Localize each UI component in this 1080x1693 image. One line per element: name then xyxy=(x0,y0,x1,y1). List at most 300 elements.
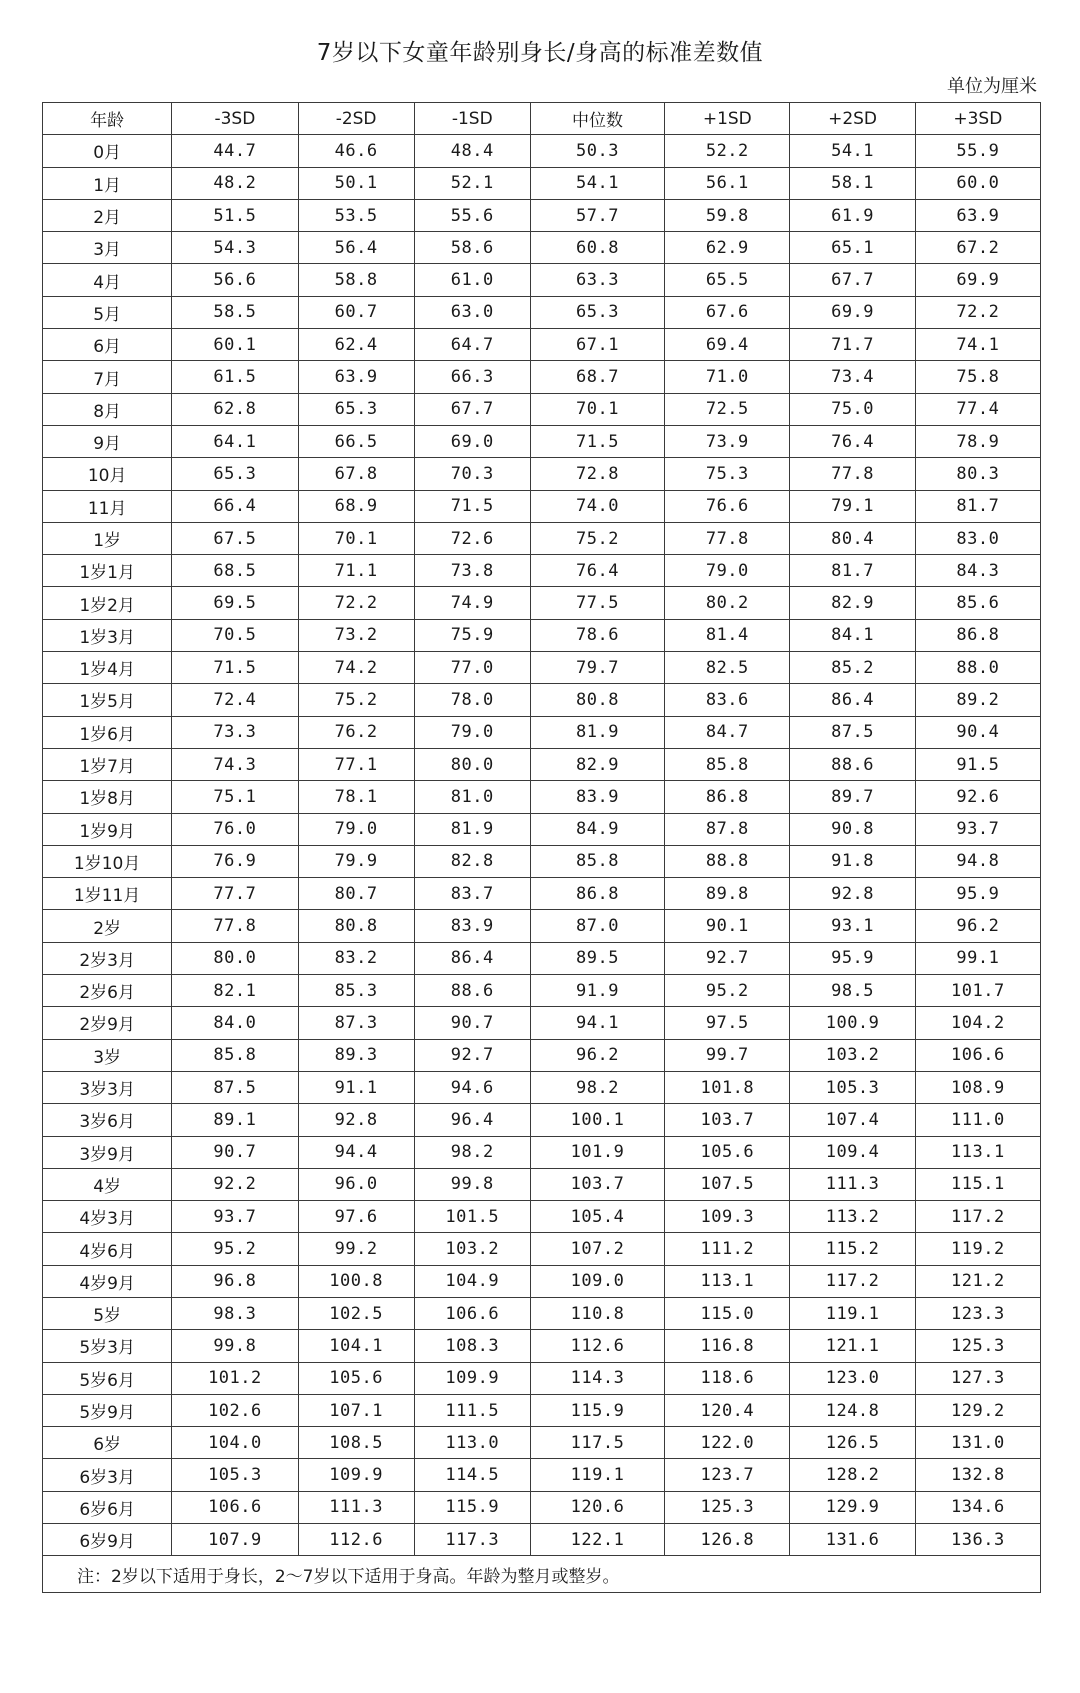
age-cell: 1岁2月 xyxy=(43,587,172,619)
value-cell: 73.3 xyxy=(172,716,298,748)
table-row xyxy=(43,587,1041,619)
value-cell: 102.5 xyxy=(298,1297,414,1329)
value-cell: 83.6 xyxy=(665,684,790,716)
value-cell: 65.5 xyxy=(665,264,790,296)
table-row xyxy=(43,393,1041,425)
value-cell: 96.2 xyxy=(915,910,1040,942)
value-cell: 76.6 xyxy=(665,490,790,522)
value-cell: 86.8 xyxy=(530,878,664,910)
age-cell: 1月 xyxy=(43,167,172,199)
age-cell: 3岁 xyxy=(43,1039,172,1071)
age-cell: 2岁3月 xyxy=(43,942,172,974)
value-cell: 76.0 xyxy=(172,813,298,845)
value-cell: 123.0 xyxy=(790,1362,915,1394)
age-cell: 4月 xyxy=(43,264,172,296)
value-cell: 86.8 xyxy=(915,619,1040,651)
value-cell: 65.1 xyxy=(790,232,915,264)
value-cell: 72.6 xyxy=(414,522,530,554)
age-cell: 9月 xyxy=(43,425,172,457)
value-cell: 68.7 xyxy=(530,361,664,393)
value-cell: 74.3 xyxy=(172,748,298,780)
value-cell: 90.7 xyxy=(414,1007,530,1039)
value-cell: 104.0 xyxy=(172,1427,298,1459)
value-cell: 78.0 xyxy=(414,684,530,716)
value-cell: 54.1 xyxy=(530,167,664,199)
value-cell: 110.8 xyxy=(530,1297,664,1329)
table-body xyxy=(43,135,1041,1593)
value-cell: 79.7 xyxy=(530,652,664,684)
value-cell: 85.6 xyxy=(915,587,1040,619)
value-cell: 101.7 xyxy=(915,975,1040,1007)
value-cell: 71.5 xyxy=(172,652,298,684)
value-cell: 122.1 xyxy=(530,1524,664,1556)
value-cell: 100.8 xyxy=(298,1265,414,1297)
value-cell: 134.6 xyxy=(915,1491,1040,1523)
value-cell: 96.8 xyxy=(172,1265,298,1297)
value-cell: 83.9 xyxy=(414,910,530,942)
value-cell: 84.9 xyxy=(530,813,664,845)
column-header: +2SD xyxy=(790,103,915,135)
value-cell: 111.3 xyxy=(298,1491,414,1523)
age-cell: 4岁9月 xyxy=(43,1265,172,1297)
value-cell: 72.4 xyxy=(172,684,298,716)
table-row xyxy=(43,1362,1041,1394)
value-cell: 79.0 xyxy=(414,716,530,748)
value-cell: 70.1 xyxy=(530,393,664,425)
table-row xyxy=(43,910,1041,942)
value-cell: 111.2 xyxy=(665,1233,790,1265)
value-cell: 52.2 xyxy=(665,135,790,167)
value-cell: 117.5 xyxy=(530,1427,664,1459)
value-cell: 122.0 xyxy=(665,1427,790,1459)
value-cell: 68.9 xyxy=(298,490,414,522)
age-cell: 11月 xyxy=(43,490,172,522)
age-cell: 5岁3月 xyxy=(43,1330,172,1362)
value-cell: 88.6 xyxy=(414,975,530,1007)
value-cell: 121.2 xyxy=(915,1265,1040,1297)
value-cell: 89.3 xyxy=(298,1039,414,1071)
table-header-row xyxy=(43,103,1041,135)
value-cell: 89.7 xyxy=(790,781,915,813)
value-cell: 85.8 xyxy=(530,845,664,877)
value-cell: 65.3 xyxy=(298,393,414,425)
value-cell: 61.0 xyxy=(414,264,530,296)
value-cell: 103.7 xyxy=(665,1104,790,1136)
age-cell: 6岁3月 xyxy=(43,1459,172,1491)
value-cell: 82.9 xyxy=(530,748,664,780)
column-header: -1SD xyxy=(414,103,530,135)
value-cell: 105.4 xyxy=(530,1201,664,1233)
value-cell: 83.9 xyxy=(530,781,664,813)
value-cell: 76.4 xyxy=(790,425,915,457)
unit-label: 单位为厘米 xyxy=(947,76,1037,97)
value-cell: 94.4 xyxy=(298,1136,414,1168)
value-cell: 80.8 xyxy=(298,910,414,942)
value-cell: 55.6 xyxy=(414,199,530,231)
table-row xyxy=(43,1071,1041,1103)
value-cell: 104.1 xyxy=(298,1330,414,1362)
value-cell: 81.7 xyxy=(915,490,1040,522)
value-cell: 93.7 xyxy=(915,813,1040,845)
age-cell: 3岁6月 xyxy=(43,1104,172,1136)
age-cell: 2岁 xyxy=(43,910,172,942)
value-cell: 79.1 xyxy=(790,490,915,522)
value-cell: 66.4 xyxy=(172,490,298,522)
value-cell: 63.9 xyxy=(298,361,414,393)
value-cell: 131.0 xyxy=(915,1427,1040,1459)
value-cell: 67.6 xyxy=(665,296,790,328)
value-cell: 102.6 xyxy=(172,1394,298,1426)
value-cell: 92.7 xyxy=(414,1039,530,1071)
value-cell: 95.9 xyxy=(915,878,1040,910)
age-cell: 5岁9月 xyxy=(43,1394,172,1426)
value-cell: 89.2 xyxy=(915,684,1040,716)
value-cell: 91.9 xyxy=(530,975,664,1007)
value-cell: 95.2 xyxy=(172,1233,298,1265)
table-row xyxy=(43,296,1041,328)
table-row xyxy=(43,1459,1041,1491)
value-cell: 121.1 xyxy=(790,1330,915,1362)
value-cell: 85.3 xyxy=(298,975,414,1007)
value-cell: 126.8 xyxy=(665,1524,790,1556)
value-cell: 105.3 xyxy=(172,1459,298,1491)
value-cell: 80.7 xyxy=(298,878,414,910)
value-cell: 73.8 xyxy=(414,555,530,587)
value-cell: 80.3 xyxy=(915,458,1040,490)
value-cell: 86.4 xyxy=(414,942,530,974)
value-cell: 76.4 xyxy=(530,555,664,587)
table-row xyxy=(43,942,1041,974)
value-cell: 116.8 xyxy=(665,1330,790,1362)
value-cell: 101.2 xyxy=(172,1362,298,1394)
value-cell: 69.9 xyxy=(790,296,915,328)
value-cell: 61.5 xyxy=(172,361,298,393)
age-cell: 5岁6月 xyxy=(43,1362,172,1394)
column-header: -2SD xyxy=(298,103,414,135)
value-cell: 60.7 xyxy=(298,296,414,328)
value-cell: 95.2 xyxy=(665,975,790,1007)
age-cell: 1岁10月 xyxy=(43,845,172,877)
value-cell: 76.2 xyxy=(298,716,414,748)
value-cell: 67.8 xyxy=(298,458,414,490)
value-cell: 111.0 xyxy=(915,1104,1040,1136)
value-cell: 65.3 xyxy=(530,296,664,328)
table-row xyxy=(43,1136,1041,1168)
value-cell: 44.7 xyxy=(172,135,298,167)
value-cell: 60.0 xyxy=(915,167,1040,199)
age-cell: 1岁5月 xyxy=(43,684,172,716)
value-cell: 87.3 xyxy=(298,1007,414,1039)
value-cell: 99.8 xyxy=(414,1168,530,1200)
value-cell: 58.1 xyxy=(790,167,915,199)
note-text: 注：2岁以下适用于身长，2～7岁以下适用于身高。年龄为整月或整岁。 xyxy=(43,1556,1041,1593)
value-cell: 91.5 xyxy=(915,748,1040,780)
value-cell: 83.2 xyxy=(298,942,414,974)
age-cell: 0月 xyxy=(43,135,172,167)
value-cell: 77.0 xyxy=(414,652,530,684)
value-cell: 71.5 xyxy=(414,490,530,522)
value-cell: 113.1 xyxy=(665,1265,790,1297)
value-cell: 74.9 xyxy=(414,587,530,619)
value-cell: 117.3 xyxy=(414,1524,530,1556)
value-cell: 73.2 xyxy=(298,619,414,651)
value-cell: 80.4 xyxy=(790,522,915,554)
table-row xyxy=(43,845,1041,877)
value-cell: 89.1 xyxy=(172,1104,298,1136)
age-cell: 6岁 xyxy=(43,1427,172,1459)
table-row xyxy=(43,1039,1041,1071)
value-cell: 83.7 xyxy=(414,878,530,910)
age-cell: 1岁 xyxy=(43,522,172,554)
value-cell: 77.5 xyxy=(530,587,664,619)
value-cell: 108.5 xyxy=(298,1427,414,1459)
value-cell: 80.0 xyxy=(414,748,530,780)
value-cell: 99.7 xyxy=(665,1039,790,1071)
value-cell: 99.2 xyxy=(298,1233,414,1265)
value-cell: 77.1 xyxy=(298,748,414,780)
value-cell: 115.9 xyxy=(414,1491,530,1523)
table-row xyxy=(43,232,1041,264)
value-cell: 69.5 xyxy=(172,587,298,619)
table-row xyxy=(43,425,1041,457)
value-cell: 98.2 xyxy=(414,1136,530,1168)
value-cell: 129.9 xyxy=(790,1491,915,1523)
table-row xyxy=(43,490,1041,522)
value-cell: 81.9 xyxy=(414,813,530,845)
table-row xyxy=(43,716,1041,748)
value-cell: 90.7 xyxy=(172,1136,298,1168)
value-cell: 81.4 xyxy=(665,619,790,651)
value-cell: 71.5 xyxy=(530,425,664,457)
table-row xyxy=(43,878,1041,910)
value-cell: 107.2 xyxy=(530,1233,664,1265)
value-cell: 63.9 xyxy=(915,199,1040,231)
value-cell: 84.1 xyxy=(790,619,915,651)
value-cell: 115.0 xyxy=(665,1297,790,1329)
table-row xyxy=(43,781,1041,813)
value-cell: 103.2 xyxy=(790,1039,915,1071)
value-cell: 127.3 xyxy=(915,1362,1040,1394)
value-cell: 66.3 xyxy=(414,361,530,393)
value-cell: 92.8 xyxy=(298,1104,414,1136)
value-cell: 87.0 xyxy=(530,910,664,942)
value-cell: 58.6 xyxy=(414,232,530,264)
value-cell: 82.1 xyxy=(172,975,298,1007)
value-cell: 71.0 xyxy=(665,361,790,393)
age-cell: 2岁6月 xyxy=(43,975,172,1007)
value-cell: 90.8 xyxy=(790,813,915,845)
value-cell: 88.8 xyxy=(665,845,790,877)
value-cell: 81.7 xyxy=(790,555,915,587)
age-cell: 3月 xyxy=(43,232,172,264)
value-cell: 115.9 xyxy=(530,1394,664,1426)
column-header: +3SD xyxy=(915,103,1040,135)
table-row xyxy=(43,135,1041,167)
value-cell: 82.9 xyxy=(790,587,915,619)
age-cell: 1岁4月 xyxy=(43,652,172,684)
value-cell: 120.4 xyxy=(665,1394,790,1426)
value-cell: 70.3 xyxy=(414,458,530,490)
table-row xyxy=(43,1330,1041,1362)
value-cell: 115.2 xyxy=(790,1233,915,1265)
value-cell: 77.8 xyxy=(665,522,790,554)
value-cell: 93.1 xyxy=(790,910,915,942)
value-cell: 108.9 xyxy=(915,1071,1040,1103)
value-cell: 72.2 xyxy=(915,296,1040,328)
value-cell: 67.1 xyxy=(530,329,664,361)
value-cell: 89.5 xyxy=(530,942,664,974)
value-cell: 92.2 xyxy=(172,1168,298,1200)
value-cell: 67.5 xyxy=(172,522,298,554)
value-cell: 92.6 xyxy=(915,781,1040,813)
value-cell: 112.6 xyxy=(298,1524,414,1556)
age-cell: 1岁7月 xyxy=(43,748,172,780)
age-cell: 3岁9月 xyxy=(43,1136,172,1168)
age-cell: 8月 xyxy=(43,393,172,425)
value-cell: 109.0 xyxy=(530,1265,664,1297)
value-cell: 88.6 xyxy=(790,748,915,780)
value-cell: 125.3 xyxy=(665,1491,790,1523)
value-cell: 77.8 xyxy=(790,458,915,490)
table-row xyxy=(43,1007,1041,1039)
value-cell: 97.5 xyxy=(665,1007,790,1039)
value-cell: 132.8 xyxy=(915,1459,1040,1491)
value-cell: 97.6 xyxy=(298,1201,414,1233)
value-cell: 111.3 xyxy=(790,1168,915,1200)
value-cell: 70.5 xyxy=(172,619,298,651)
value-cell: 84.3 xyxy=(915,555,1040,587)
value-cell: 48.4 xyxy=(414,135,530,167)
value-cell: 91.1 xyxy=(298,1071,414,1103)
value-cell: 100.1 xyxy=(530,1104,664,1136)
age-cell: 1岁6月 xyxy=(43,716,172,748)
column-header: 年龄 xyxy=(43,103,172,135)
value-cell: 108.3 xyxy=(414,1330,530,1362)
age-cell: 4岁3月 xyxy=(43,1201,172,1233)
value-cell: 107.9 xyxy=(172,1524,298,1556)
value-cell: 78.1 xyxy=(298,781,414,813)
table-row xyxy=(43,329,1041,361)
table-row xyxy=(43,684,1041,716)
value-cell: 65.3 xyxy=(172,458,298,490)
age-cell: 6岁9月 xyxy=(43,1524,172,1556)
value-cell: 111.5 xyxy=(414,1394,530,1426)
value-cell: 72.2 xyxy=(298,587,414,619)
value-cell: 86.4 xyxy=(790,684,915,716)
value-cell: 109.3 xyxy=(665,1201,790,1233)
value-cell: 53.5 xyxy=(298,199,414,231)
value-cell: 106.6 xyxy=(414,1297,530,1329)
value-cell: 126.5 xyxy=(790,1427,915,1459)
age-cell: 1岁3月 xyxy=(43,619,172,651)
value-cell: 77.4 xyxy=(915,393,1040,425)
value-cell: 100.9 xyxy=(790,1007,915,1039)
value-cell: 56.6 xyxy=(172,264,298,296)
value-cell: 85.2 xyxy=(790,652,915,684)
table-row xyxy=(43,264,1041,296)
age-cell: 5月 xyxy=(43,296,172,328)
value-cell: 81.9 xyxy=(530,716,664,748)
value-cell: 99.8 xyxy=(172,1330,298,1362)
value-cell: 79.0 xyxy=(298,813,414,845)
value-cell: 50.3 xyxy=(530,135,664,167)
value-cell: 69.4 xyxy=(665,329,790,361)
value-cell: 86.8 xyxy=(665,781,790,813)
value-cell: 67.7 xyxy=(414,393,530,425)
value-cell: 131.6 xyxy=(790,1524,915,1556)
table-row xyxy=(43,199,1041,231)
value-cell: 103.2 xyxy=(414,1233,530,1265)
value-cell: 104.2 xyxy=(915,1007,1040,1039)
value-cell: 77.8 xyxy=(172,910,298,942)
table-row xyxy=(43,1394,1041,1426)
column-header: -3SD xyxy=(172,103,298,135)
note-row xyxy=(43,1556,1041,1593)
value-cell: 74.0 xyxy=(530,490,664,522)
value-cell: 94.1 xyxy=(530,1007,664,1039)
value-cell: 48.2 xyxy=(172,167,298,199)
value-cell: 75.8 xyxy=(915,361,1040,393)
value-cell: 75.3 xyxy=(665,458,790,490)
value-cell: 95.9 xyxy=(790,942,915,974)
value-cell: 62.8 xyxy=(172,393,298,425)
value-cell: 105.6 xyxy=(298,1362,414,1394)
value-cell: 113.0 xyxy=(414,1427,530,1459)
value-cell: 64.1 xyxy=(172,425,298,457)
value-cell: 50.1 xyxy=(298,167,414,199)
value-cell: 75.2 xyxy=(298,684,414,716)
value-cell: 105.3 xyxy=(790,1071,915,1103)
value-cell: 89.8 xyxy=(665,878,790,910)
value-cell: 85.8 xyxy=(665,748,790,780)
value-cell: 123.7 xyxy=(665,1459,790,1491)
value-cell: 82.5 xyxy=(665,652,790,684)
value-cell: 113.2 xyxy=(790,1201,915,1233)
value-cell: 73.9 xyxy=(665,425,790,457)
value-cell: 93.7 xyxy=(172,1201,298,1233)
value-cell: 107.1 xyxy=(298,1394,414,1426)
value-cell: 90.1 xyxy=(665,910,790,942)
value-cell: 114.3 xyxy=(530,1362,664,1394)
value-cell: 107.4 xyxy=(790,1104,915,1136)
value-cell: 72.5 xyxy=(665,393,790,425)
value-cell: 79.9 xyxy=(298,845,414,877)
value-cell: 75.1 xyxy=(172,781,298,813)
value-cell: 109.9 xyxy=(414,1362,530,1394)
column-header: +1SD xyxy=(665,103,790,135)
table-row xyxy=(43,361,1041,393)
age-cell: 10月 xyxy=(43,458,172,490)
value-cell: 80.0 xyxy=(172,942,298,974)
age-cell: 7月 xyxy=(43,361,172,393)
value-cell: 101.9 xyxy=(530,1136,664,1168)
sd-table xyxy=(42,102,1041,1593)
value-cell: 114.5 xyxy=(414,1459,530,1491)
value-cell: 88.0 xyxy=(915,652,1040,684)
value-cell: 87.8 xyxy=(665,813,790,845)
value-cell: 87.5 xyxy=(790,716,915,748)
value-cell: 105.6 xyxy=(665,1136,790,1168)
age-cell: 1岁1月 xyxy=(43,555,172,587)
value-cell: 123.3 xyxy=(915,1297,1040,1329)
value-cell: 124.8 xyxy=(790,1394,915,1426)
value-cell: 63.0 xyxy=(414,296,530,328)
age-cell: 2岁9月 xyxy=(43,1007,172,1039)
value-cell: 119.1 xyxy=(530,1459,664,1491)
value-cell: 64.7 xyxy=(414,329,530,361)
value-cell: 85.8 xyxy=(172,1039,298,1071)
value-cell: 103.7 xyxy=(530,1168,664,1200)
